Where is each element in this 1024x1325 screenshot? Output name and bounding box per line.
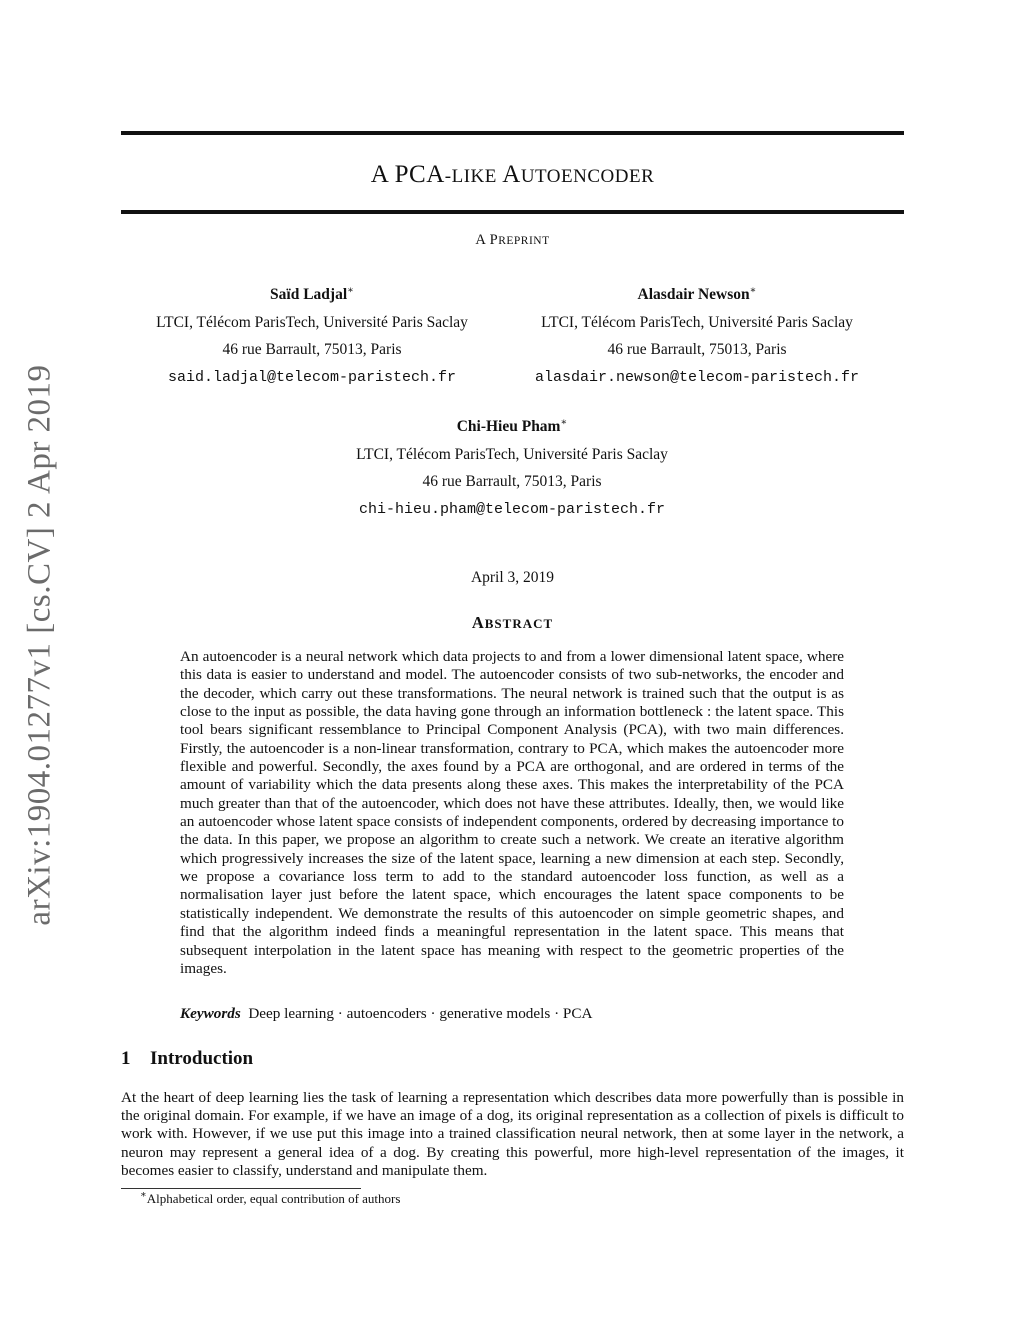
author-block-1: Saïd Ladjal∗ LTCI, Télécom ParisTech, Université Paris Saclay 46 rue Barrault, 75013, Paris said.ladjal@telecom-paristech.fr: [112, 281, 512, 391]
footnote-rule: [121, 1188, 361, 1189]
author-block-3: Chi-Hieu Pham∗ LTCI, Télécom ParisTech, Université Paris Saclay 46 rue Barrault, 75013, Paris chi-hieu.pham@telecom-paristech.fr: [312, 413, 712, 523]
abstract-heading: ABSTRACT: [471, 613, 554, 632]
author-email[interactable]: chi-hieu.pham@telecom-paristech.fr: [358, 500, 666, 518]
author-name: Alasdair Newson: [637, 286, 750, 303]
author-name: Chi-Hieu Pham: [456, 418, 561, 435]
footnote: ∗Alphabetical order, equal contribution of authors: [140, 1189, 401, 1206]
introduction-text: At the heart of deep learning lies the task of learning a representation which describes data more powerfully than is possible in the original domain. For example, if we have an image of a dog, its original representation as a collection of pixels is difficult to work with. However, if we use put this image into a trained classification neural network, then at some layer in the network, a neuron may represent a general idea of a dog. By creating this powerful, more high-level representation of the images, it becomes easier to classify, understand and manipulate them.: [121, 1089, 904, 1179]
preprint-label: A PREPRINT: [475, 232, 550, 248]
publication-date: April 3, 2019: [470, 569, 555, 586]
author-affiliation: LTCI, Télécom ParisTech, Université Paris Saclay: [541, 313, 853, 331]
author-affiliation: LTCI, Télécom ParisTech, Université Paris Saclay: [156, 313, 468, 331]
author-address: 46 rue Barrault, 75013, Paris: [222, 341, 402, 358]
author-email[interactable]: said.ladjal@telecom-paristech.fr: [167, 368, 457, 386]
author-address: 46 rue Barrault, 75013, Paris: [422, 473, 602, 490]
title-bottom-rule: [121, 210, 904, 214]
author-affiliation: LTCI, Télécom ParisTech, Université Paris Saclay: [356, 445, 668, 463]
author-email[interactable]: alasdair.newson@telecom-paristech.fr: [534, 368, 860, 386]
title-top-rule: [121, 131, 904, 135]
arxiv-identifier: arXiv:1904.01277v1 [cs.CV] 2 Apr 2019: [21, 364, 58, 926]
abstract-text: An autoencoder is a neural network which data projects to and from a lower dimensional latent space, where this data is easier to understand and model. The autoencoder consists of two sub-networks, the encoder and the decoder, which carry out these transformations. The neural network is trained such that the output is as close to the input as possible, the data having gone through an information bottleneck : the latent space. This tool bears significant ressemblance to Principal Component Analysis (PCA), with two main differences. Firstly, the autoencoder is a non-linear transformation, contrary to PCA, which makes the autoencoder more flexible and powerful. Secondly, the axes found by a PCA are orthogonal, and are ordered in terms of the amount of variability which the data presents along these axes. This makes the interpretability of the PCA much greater than that of the autoencoder, which does not have these attributes. Ideally, then, we would like an autoencoder whose latent space consists of independent components, ordered by decreasing importance to the data. In this paper, we propose an algorithm to create such a network. We create an iterative algorithm which progressively increases the size of the latent space, learning a new dimension at each step. Secondly, we propose a covariance loss term to add to the standard autoencoder loss function, as well as a normalisation layer just before the latent space, which encourages the latent space components to be statistically independent. We demonstrate the results of this autoencoder on simple geometric shapes, and find that the algorithm indeed finds a meaningful representation in the latent space. This means that subsequent interpolation in the latent space has meaning with respect to the geometric properties of the images.: [180, 648, 844, 977]
paper-title: A PCA-LIKE AUTOENCODER: [370, 161, 655, 188]
keywords: Keywords Deep learning · autoencoders · generative models · PCA: [180, 1005, 593, 1022]
author-name: Saïd Ladjal: [270, 286, 348, 303]
section-heading: 1 Introduction: [121, 1048, 254, 1069]
author-block-2: Alasdair Newson∗ LTCI, Télécom ParisTech, Université Paris Saclay 46 rue Barrault, 75013, Paris alasdair.newson@telecom-paristech.fr: [497, 281, 897, 391]
author-address: 46 rue Barrault, 75013, Paris: [607, 341, 787, 358]
